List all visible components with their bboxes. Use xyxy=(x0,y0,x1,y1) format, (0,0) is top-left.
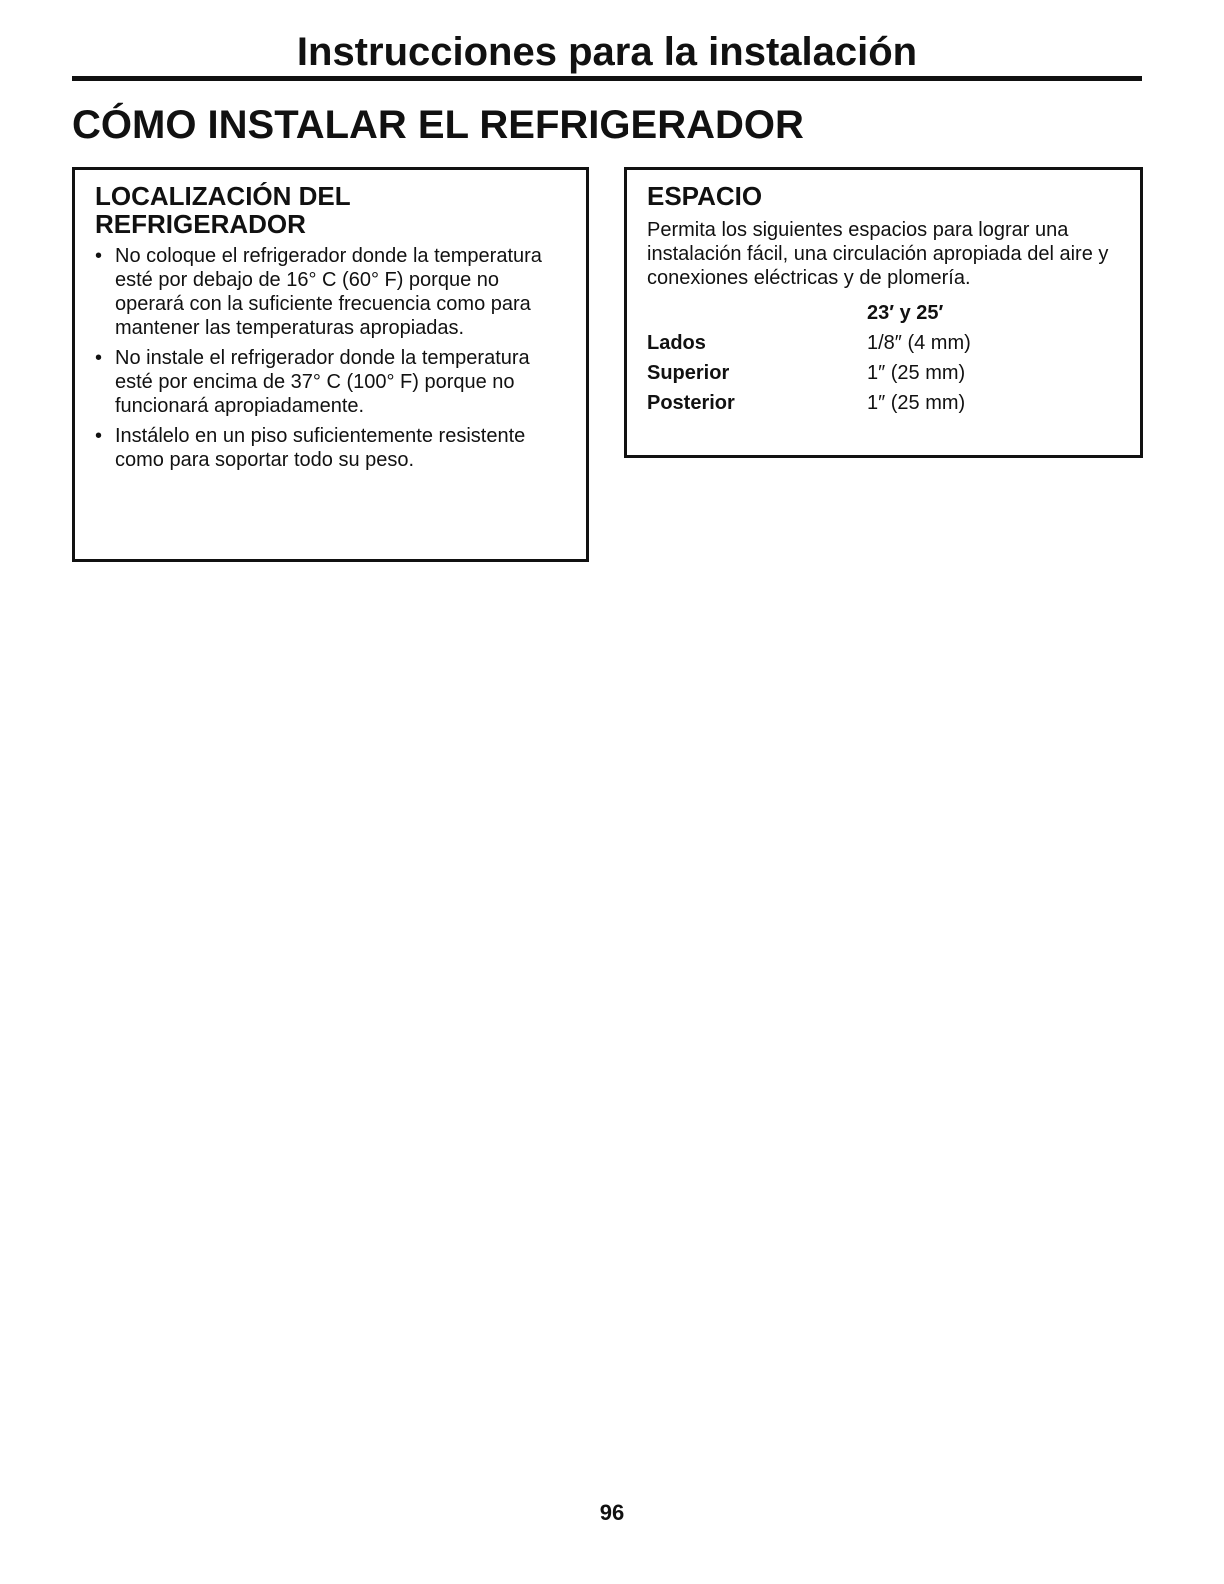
row-value: 1/8″ (4 mm) xyxy=(867,332,971,354)
bullet-text: Instálelo en un piso suficientemente resistente como para soportar todo su peso. xyxy=(115,425,526,471)
list-item xyxy=(95,424,570,472)
row-label: Lados xyxy=(647,332,706,354)
bullet-icon: • xyxy=(95,245,103,267)
table-header-row xyxy=(647,298,971,328)
location-bullet-list xyxy=(95,244,570,472)
header-divider xyxy=(72,76,1142,81)
list-item xyxy=(95,244,570,340)
location-box xyxy=(72,167,589,562)
page-number: 96 xyxy=(599,1500,625,1525)
space-box xyxy=(624,167,1143,458)
location-heading-line1: LOCALIZACIÓN DEL xyxy=(95,181,351,211)
location-heading-line2: REFRIGERADOR xyxy=(95,209,306,239)
table-header-empty xyxy=(647,298,867,328)
table-column-header: 23′ y 25′ xyxy=(867,302,944,324)
bullet-icon: • xyxy=(95,425,103,447)
row-label: Superior xyxy=(647,362,730,384)
page-header-title: Instrucciones para la instalación xyxy=(296,30,918,74)
space-heading: ESPACIO xyxy=(647,181,763,211)
location-heading xyxy=(95,182,570,238)
table-row xyxy=(647,388,971,418)
space-intro: Permita los siguientes espacios para lograr una instalación fácil, una circulación apropiada del aire y conexiones eléctricas y de plomería. xyxy=(647,219,1109,289)
section-title: CÓMO INSTALAR EL REFRIGERADOR xyxy=(72,103,804,147)
list-item xyxy=(95,346,570,418)
bullet-text: No coloque el refrigerador donde la temperatura esté por debajo de 16° C (60° F) porque no operará con la suficiente frecuencia como para mantener las temperaturas apropiadas. xyxy=(115,245,542,339)
bullet-icon: • xyxy=(95,347,103,369)
row-value: 1″ (25 mm) xyxy=(867,362,966,384)
row-label: Posterior xyxy=(647,392,735,414)
bullet-text: No instale el refrigerador donde la temperatura esté por encima de 37° C (100° F) porque no funcionará apropiadamente. xyxy=(115,347,530,417)
row-value: 1″ (25 mm) xyxy=(867,392,966,414)
table-row xyxy=(647,358,971,388)
clearance-table xyxy=(647,298,971,418)
table-row xyxy=(647,328,971,358)
